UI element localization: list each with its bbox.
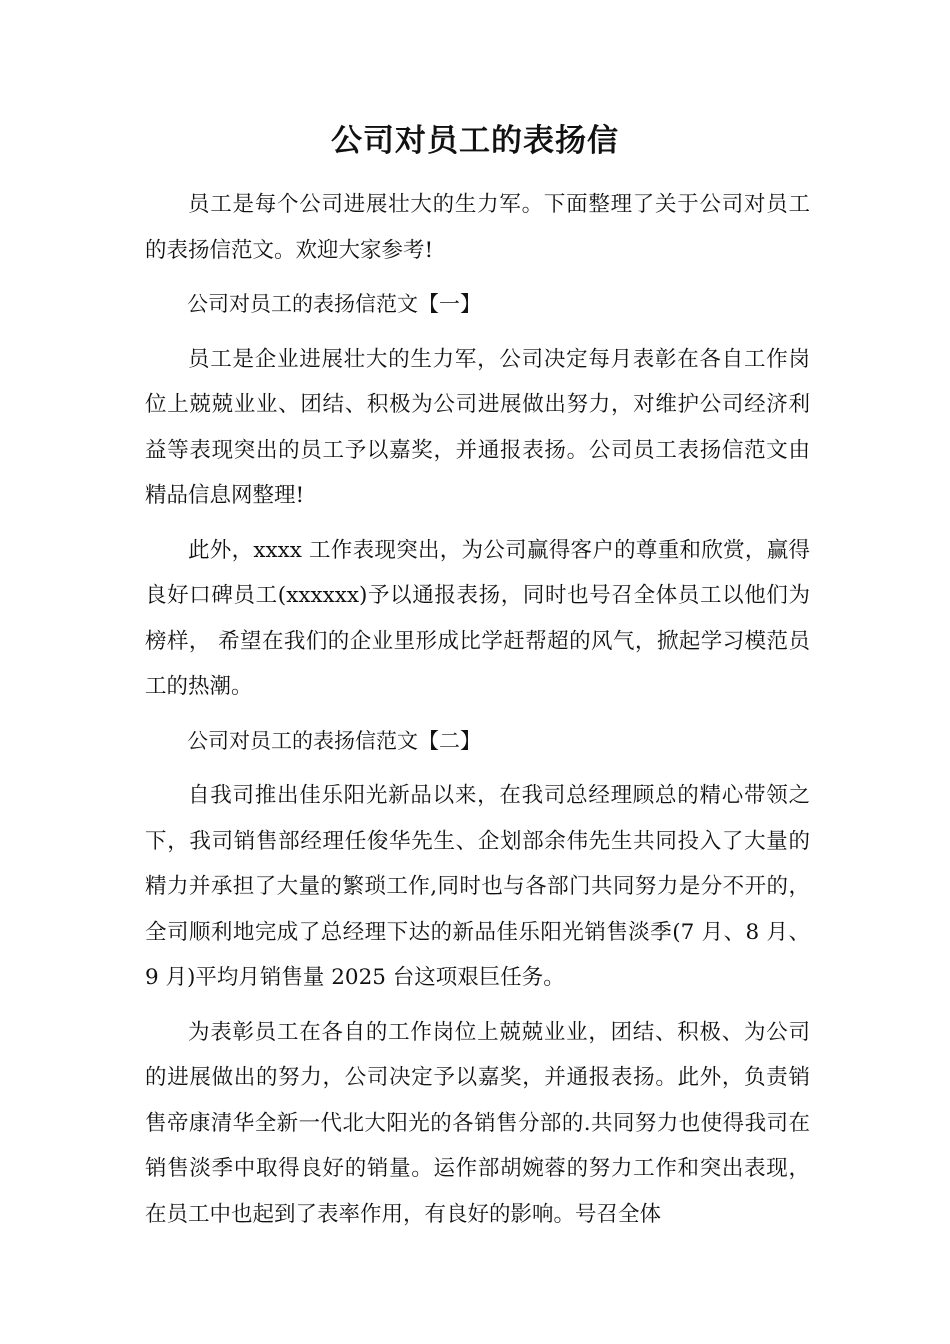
body-paragraph: 此外，xxxx 工作表现突出，为公司赢得客户的尊重和欣赏，赢得良好口碑员工(xxxxxx)予以通报表扬，同时也号召全体员工以他们为榜样， 希望在我们的企业里形成比学赶帮超的风气，掀起学习模范员工的热潮。 (145, 537, 810, 699)
intro-paragraph: 员工是每个公司进展壮大的生力军。下面整理了关于公司对员工的表扬信范文。欢迎大家参考! (145, 192, 810, 263)
body-paragraph: 员工是企业进展壮大的生力军，公司决定每月表彰在各自工作岗位上兢兢业业、团结、积极为公司进展做出努力，对维护公司经济利益等表现突出的员工予以嘉奖，并通报表扬。公司员工表扬信范文由精品信息网整理! (145, 346, 810, 508)
body-paragraph: 为表彰员工在各自的工作岗位上兢兢业业，团结、积极、为公司的进展做出的努力，公司决定予以嘉奖，并通报表扬。此外，负责销售帝康清华全新一代北大阳光的各销售分部的.共同努力也使得我司在销售淡季中取得良好的销量。运作部胡婉蓉的努力工作和突出表现，在员工中也起到了表率作用，有良好的影响。号召全体 (145, 1019, 810, 1227)
body-paragraph: 自我司推出佳乐阳光新品以来，在我司总经理顾总的精心带领之下，我司销售部经理任俊华先生、企划部余伟先生共同投入了大量的精力并承担了大量的繁琐工作,同时也与各部门共同努力是分不开的，全司顺利地完成了总经理下达的新品佳乐阳光销售淡季(7 月、8 月、9 月)平均月销售量 2025 台这项艰巨任务。 (145, 783, 810, 990)
document-body (145, 182, 810, 1246)
section-heading-two: 公司对员工的表扬信范文【二】 (187, 728, 481, 753)
section-heading-one: 公司对员工的表扬信范文【一】 (187, 292, 481, 316)
document-title: 公司对员工的表扬信 (331, 123, 619, 159)
